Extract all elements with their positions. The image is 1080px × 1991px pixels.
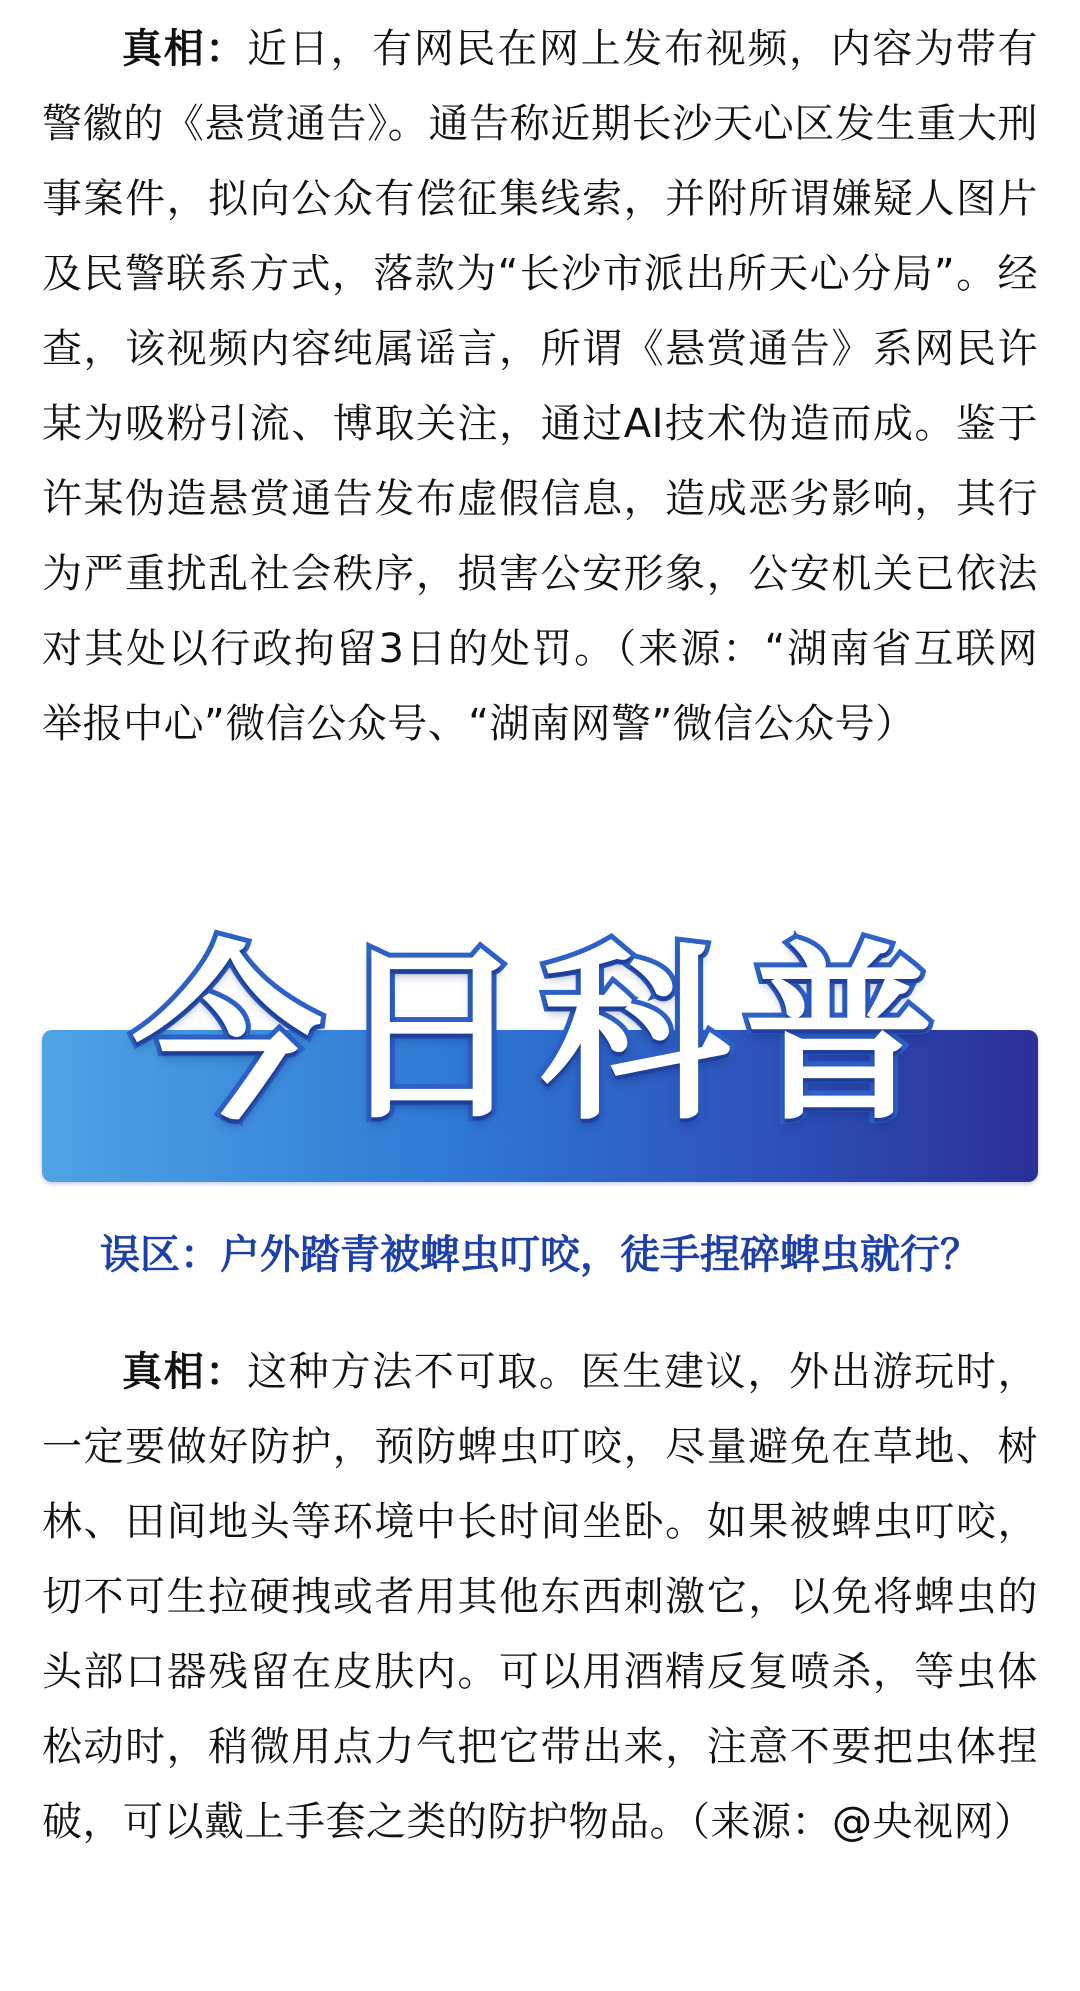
science-banner (42, 905, 1038, 1185)
truth-text: 这种方法不可取。医生建议，外出游玩时，一定要做好防护，预防蜱虫叮咬，尽量避免在草地、树林、田间地头等环境中长时间坐卧。如果被蜱虫叮咬，切不可生拉硬拽或者用其他东西刺激它，以免将蜱虫的头部口器残留在皮肤内。可以用酒精反复喷杀，等虫体松动时，稍微用点力气把它带出来，注意不要把虫体捏破，可以戴上手套之类的防护物品。（来源：@央视网） (42, 1349, 1039, 1845)
truth-text: 近日，有网民在网上发布视频，内容为带有警徽的《悬赏通告》。通告称近期长沙天心区发生重大刑事案件，拟向公众有偿征集线索，并附所谓嫌疑人图片及民警联系方式，落款为“长沙市派出所天心分局”。经查，该视频内容纯属谣言，所谓《悬赏通告》系网民许某为吸粉引流、博取关注，通过AI技术伪造而成。鉴于许某伪造悬赏通告发布虚假信息，造成恶劣影响，其行为严重扰乱社会秩序，损害公安形象，公安机关已依法对其处以行政拘留3日的处罚。（来源：“湖南省互联网举报中心”微信公众号、“湖南网警”微信公众号） (42, 26, 1039, 747)
truth-paragraph-1 (42, 12, 1038, 762)
banner-title: 今日科普 (131, 923, 948, 1146)
myth-heading: 误区：户外踏青被蜱虫叮咬，徒手捏碎蜱虫就行？ (100, 1232, 980, 1278)
truth-paragraph-2 (42, 1335, 1038, 1860)
truth-label: 真相： (122, 26, 248, 72)
truth-label: 真相： (122, 1349, 248, 1395)
